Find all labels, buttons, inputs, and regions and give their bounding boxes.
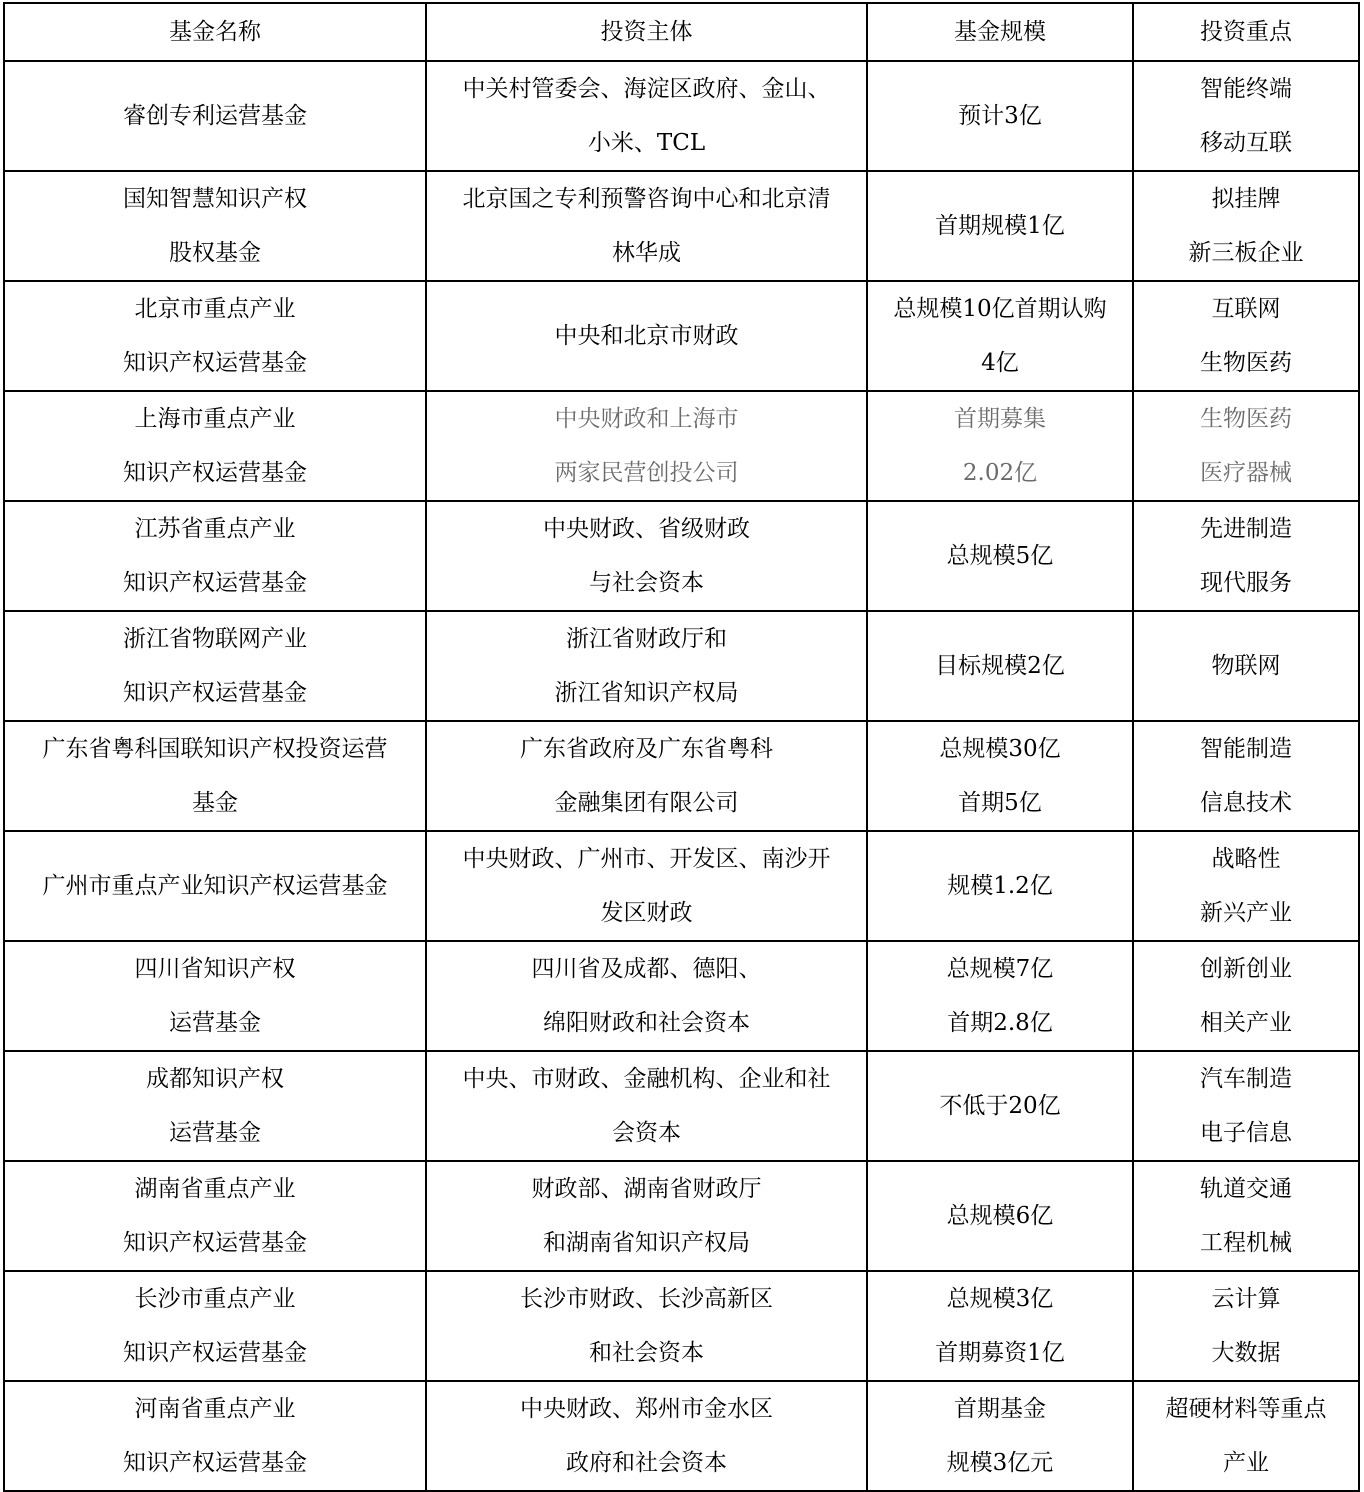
cell-line: 金融集团有限公司 xyxy=(554,790,739,816)
cell-line: 工程机械 xyxy=(1200,1230,1292,1256)
cell-line: 和湖南省知识产权局 xyxy=(543,1230,750,1256)
cell-line: 电子信息 xyxy=(1200,1120,1292,1146)
cell-line: 知识产权运营基金 xyxy=(123,350,307,376)
fund-name-cell xyxy=(4,281,426,391)
cell-text xyxy=(1148,282,1344,390)
cell-text xyxy=(441,722,852,830)
cell-text xyxy=(19,1272,411,1380)
investment-focus-cell xyxy=(1133,611,1359,721)
cell-line: 智能制造 xyxy=(1200,736,1292,762)
fund-scale-cell xyxy=(867,391,1133,501)
cell-text xyxy=(882,1079,1118,1133)
cell-line: 生物医药 xyxy=(1200,406,1292,432)
investment-focus-cell xyxy=(1133,831,1359,941)
cell-line: 中央财政、广州市、开发区、南沙开 xyxy=(462,846,831,872)
cell-text xyxy=(882,392,1118,500)
cell-text xyxy=(1148,502,1344,610)
cell-line: 政府和社会资本 xyxy=(566,1450,727,1476)
fund-name-cell xyxy=(4,391,426,501)
fund-scale-cell xyxy=(867,941,1133,1051)
cell-line: 首期5亿 xyxy=(958,790,1042,816)
cell-line: 2.02亿 xyxy=(962,460,1038,486)
investor-cell xyxy=(426,831,867,941)
cell-line: 小米、TCL xyxy=(587,130,706,156)
cell-line: 首期募集 xyxy=(954,406,1046,432)
header-investment-focus: 投资重点 xyxy=(1133,3,1359,61)
cell-line: 规模3亿元 xyxy=(946,1450,1054,1476)
table-row xyxy=(4,171,1359,281)
cell-line: 云计算 xyxy=(1211,1286,1281,1312)
cell-text xyxy=(19,1382,411,1490)
cell-line: 北京市重点产业 xyxy=(134,296,296,322)
cell-line: 总规模5亿 xyxy=(946,543,1054,569)
cell-line: 首期基金 xyxy=(954,1396,1046,1422)
investor-cell xyxy=(426,281,867,391)
cell-text xyxy=(882,199,1118,253)
cell-line: 现代服务 xyxy=(1200,570,1292,596)
cell-text xyxy=(1148,1052,1344,1160)
cell-text xyxy=(441,502,852,610)
cell-line: 物联网 xyxy=(1211,653,1281,679)
cell-text xyxy=(441,309,852,363)
fund-name-cell xyxy=(4,721,426,831)
table-row xyxy=(4,1381,1359,1491)
header-fund-name: 基金名称 xyxy=(4,3,426,61)
fund-name-cell xyxy=(4,61,426,171)
cell-text xyxy=(441,832,852,940)
fund-name-cell xyxy=(4,1271,426,1381)
cell-line: 首期2.8亿 xyxy=(947,1010,1053,1036)
cell-text xyxy=(441,942,852,1050)
cell-text xyxy=(1148,392,1344,500)
cell-line: 和社会资本 xyxy=(589,1340,704,1366)
fund-scale-cell xyxy=(867,501,1133,611)
table-row xyxy=(4,941,1359,1051)
cell-text xyxy=(441,612,852,720)
cell-line: 林华成 xyxy=(612,240,681,266)
investor-cell xyxy=(426,1381,867,1491)
investment-focus-cell xyxy=(1133,941,1359,1051)
table-header-row xyxy=(4,3,1359,61)
cell-line: 广东省政府及广东省粤科 xyxy=(520,736,773,762)
cell-text xyxy=(441,172,852,280)
cell-line: 规模1.2亿 xyxy=(947,873,1053,899)
fund-scale-cell xyxy=(867,61,1133,171)
investor-cell xyxy=(426,941,867,1051)
cell-line: 新兴产业 xyxy=(1200,900,1292,926)
cell-line: 知识产权运营基金 xyxy=(123,1450,307,1476)
fund-scale-cell xyxy=(867,1381,1133,1491)
investor-cell xyxy=(426,1161,867,1271)
cell-line: 中央财政、郑州市金水区 xyxy=(520,1396,773,1422)
table-row xyxy=(4,611,1359,721)
investor-cell xyxy=(426,1271,867,1381)
cell-line: 湖南省重点产业 xyxy=(134,1176,296,1202)
cell-line: 广东省粤科国联知识产权投资运营 xyxy=(42,736,388,762)
cell-line: 基金 xyxy=(192,790,238,816)
cell-text xyxy=(1148,722,1344,830)
cell-line: 总规模10亿首期认购 xyxy=(893,296,1107,322)
cell-line: 知识产权运营基金 xyxy=(123,680,307,706)
fund-scale-cell xyxy=(867,1051,1133,1161)
cell-line: 中央和北京市财政 xyxy=(554,323,739,349)
cell-line: 创新创业 xyxy=(1200,956,1292,982)
cell-line: 知识产权运营基金 xyxy=(123,1340,307,1366)
investor-cell xyxy=(426,611,867,721)
table-row xyxy=(4,1271,1359,1381)
cell-line: 江苏省重点产业 xyxy=(134,516,296,542)
cell-line: 中央、市财政、金融机构、企业和社 xyxy=(462,1066,831,1092)
cell-text xyxy=(1148,1382,1344,1490)
cell-line: 浙江省知识产权局 xyxy=(554,680,739,706)
table-row xyxy=(4,831,1359,941)
cell-line: 长沙市重点产业 xyxy=(134,1286,296,1312)
cell-text xyxy=(19,502,411,610)
investment-focus-cell xyxy=(1133,1271,1359,1381)
investment-focus-cell xyxy=(1133,1051,1359,1161)
cell-text xyxy=(19,172,411,280)
cell-line: 与社会资本 xyxy=(589,570,704,596)
cell-line: 绵阳财政和社会资本 xyxy=(543,1010,750,1036)
cell-text xyxy=(1148,1162,1344,1270)
investor-cell xyxy=(426,1051,867,1161)
cell-line: 智能终端 xyxy=(1200,76,1292,102)
fund-scale-cell xyxy=(867,721,1133,831)
cell-text xyxy=(19,1052,411,1160)
cell-text xyxy=(882,1382,1118,1490)
cell-text xyxy=(1148,62,1344,170)
cell-text xyxy=(1148,832,1344,940)
cell-line: 国知智慧知识产权 xyxy=(123,186,307,212)
cell-text xyxy=(882,942,1118,1050)
cell-line: 运营基金 xyxy=(169,1120,261,1146)
table-row xyxy=(4,61,1359,171)
cell-text xyxy=(882,722,1118,830)
cell-text xyxy=(19,1162,411,1270)
fund-name-cell xyxy=(4,941,426,1051)
cell-line: 长沙市财政、长沙高新区 xyxy=(520,1286,773,1312)
fund-scale-cell xyxy=(867,611,1133,721)
cell-line: 医疗器械 xyxy=(1200,460,1292,486)
cell-line: 财政部、湖南省财政厅 xyxy=(531,1176,762,1202)
table-body xyxy=(4,61,1359,1491)
cell-line: 睿创专利运营基金 xyxy=(123,103,307,129)
fund-scale-cell xyxy=(867,1271,1133,1381)
fund-name-cell xyxy=(4,501,426,611)
cell-text xyxy=(19,722,411,830)
cell-line: 4亿 xyxy=(981,350,1019,376)
investment-focus-cell xyxy=(1133,1161,1359,1271)
investment-focus-cell xyxy=(1133,1381,1359,1491)
fund-name-cell xyxy=(4,831,426,941)
cell-line: 知识产权运营基金 xyxy=(123,570,307,596)
cell-line: 四川省知识产权 xyxy=(134,956,296,982)
cell-line: 产业 xyxy=(1223,1450,1269,1476)
cell-text xyxy=(882,89,1118,143)
fund-name-cell xyxy=(4,1381,426,1491)
cell-line: 总规模7亿 xyxy=(946,956,1054,982)
cell-line: 知识产权运营基金 xyxy=(123,460,307,486)
cell-line: 不低于20亿 xyxy=(939,1093,1061,1119)
cell-line: 信息技术 xyxy=(1200,790,1292,816)
cell-line: 中央财政和上海市 xyxy=(554,406,739,432)
cell-line: 发区财政 xyxy=(600,900,693,926)
cell-text xyxy=(1148,172,1344,280)
fund-scale-cell xyxy=(867,171,1133,281)
fund-scale-cell xyxy=(867,831,1133,941)
cell-text xyxy=(19,612,411,720)
investment-focus-cell xyxy=(1133,501,1359,611)
cell-line: 汽车制造 xyxy=(1200,1066,1292,1092)
cell-line: 首期规模1亿 xyxy=(935,213,1065,239)
cell-text xyxy=(882,639,1118,693)
cell-line: 大数据 xyxy=(1211,1340,1281,1366)
cell-line: 上海市重点产业 xyxy=(134,406,296,432)
cell-text xyxy=(882,859,1118,913)
investment-focus-cell xyxy=(1133,281,1359,391)
cell-text xyxy=(19,282,411,390)
fund-scale-cell xyxy=(867,281,1133,391)
cell-text xyxy=(441,1272,852,1380)
cell-text xyxy=(19,942,411,1050)
cell-line: 广州市重点产业知识产权运营基金 xyxy=(42,873,388,899)
cell-text xyxy=(19,859,411,913)
cell-text xyxy=(882,1189,1118,1243)
cell-line: 中关村管委会、海淀区政府、金山、 xyxy=(462,76,831,102)
cell-line: 总规模3亿 xyxy=(946,1286,1054,1312)
table-row xyxy=(4,1161,1359,1271)
header-fund-scale: 基金规模 xyxy=(867,3,1133,61)
investor-cell xyxy=(426,501,867,611)
investment-focus-cell xyxy=(1133,171,1359,281)
cell-line: 移动互联 xyxy=(1200,130,1292,156)
cell-line: 浙江省物联网产业 xyxy=(123,626,307,652)
cell-line: 总规模30亿 xyxy=(939,736,1061,762)
cell-line: 轨道交通 xyxy=(1200,1176,1292,1202)
investment-focus-cell xyxy=(1133,721,1359,831)
cell-text xyxy=(882,529,1118,583)
fund-name-cell xyxy=(4,1161,426,1271)
investment-focus-cell xyxy=(1133,391,1359,501)
cell-line: 生物医药 xyxy=(1200,350,1292,376)
table-row xyxy=(4,501,1359,611)
fund-table xyxy=(3,2,1360,1492)
cell-text xyxy=(441,1162,852,1270)
investor-cell xyxy=(426,61,867,171)
cell-text xyxy=(19,392,411,500)
cell-text xyxy=(441,392,852,500)
fund-name-cell xyxy=(4,171,426,281)
cell-line: 超硬材料等重点 xyxy=(1165,1396,1327,1422)
fund-name-cell xyxy=(4,611,426,721)
investor-cell xyxy=(426,171,867,281)
cell-text xyxy=(1148,639,1344,693)
investment-focus-cell xyxy=(1133,61,1359,171)
cell-line: 新三板企业 xyxy=(1188,240,1304,266)
cell-text xyxy=(441,1052,852,1160)
cell-text xyxy=(882,282,1118,390)
cell-line: 拟挂牌 xyxy=(1211,186,1281,212)
table-row xyxy=(4,721,1359,831)
cell-line: 目标规模2亿 xyxy=(935,653,1065,679)
cell-text xyxy=(1148,942,1344,1050)
cell-line: 河南省重点产业 xyxy=(134,1396,296,1422)
cell-line: 四川省及成都、德阳、 xyxy=(531,956,762,982)
cell-line: 总规模6亿 xyxy=(946,1203,1054,1229)
cell-text xyxy=(441,62,852,170)
cell-text xyxy=(19,89,411,143)
cell-line: 先进制造 xyxy=(1200,516,1292,542)
cell-text xyxy=(1148,1272,1344,1380)
cell-line: 股权基金 xyxy=(169,240,261,266)
fund-scale-cell xyxy=(867,1161,1133,1271)
cell-line: 两家民营创投公司 xyxy=(554,460,739,486)
cell-line: 会资本 xyxy=(612,1120,681,1146)
cell-line: 中央财政、省级财政 xyxy=(543,516,750,542)
cell-text xyxy=(882,1272,1118,1380)
cell-line: 浙江省财政厅和 xyxy=(566,626,727,652)
cell-line: 运营基金 xyxy=(169,1010,261,1036)
cell-text xyxy=(441,1382,852,1490)
cell-line: 首期募资1亿 xyxy=(935,1340,1065,1366)
cell-line: 成都知识产权 xyxy=(146,1066,284,1092)
header-investor: 投资主体 xyxy=(426,3,867,61)
cell-line: 知识产权运营基金 xyxy=(123,1230,307,1256)
fund-name-cell xyxy=(4,1051,426,1161)
investor-cell xyxy=(426,721,867,831)
investor-cell xyxy=(426,391,867,501)
table-row xyxy=(4,281,1359,391)
table-row xyxy=(4,391,1359,501)
table-row xyxy=(4,1051,1359,1161)
cell-line: 战略性 xyxy=(1211,846,1281,872)
cell-line: 互联网 xyxy=(1211,296,1281,322)
cell-line: 相关产业 xyxy=(1200,1010,1292,1036)
cell-line: 北京国之专利预警咨询中心和北京清 xyxy=(462,186,831,212)
cell-line: 预计3亿 xyxy=(958,103,1042,129)
